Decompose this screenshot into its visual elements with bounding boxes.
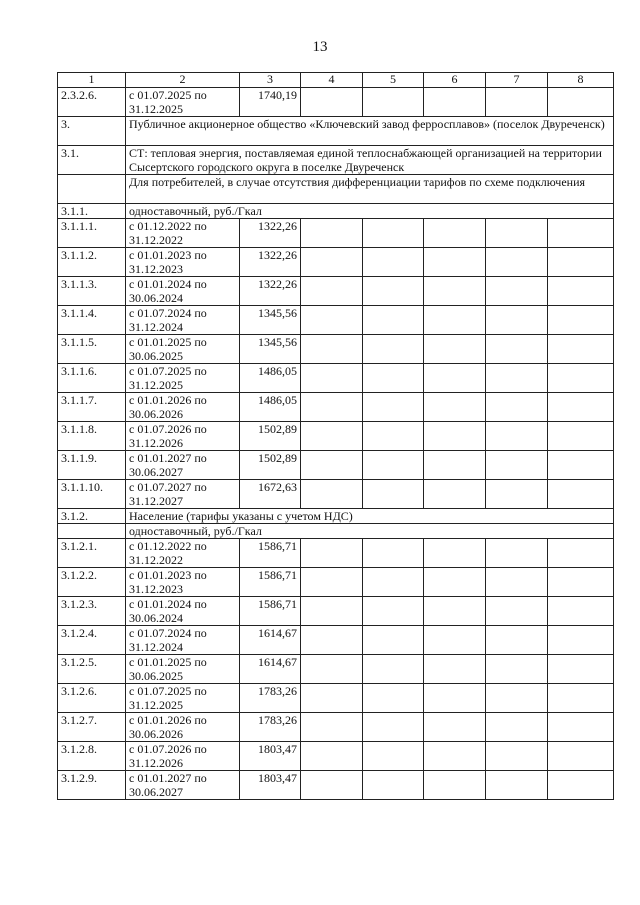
- row-code: 3.1.1.7.: [58, 393, 126, 422]
- row-code: 3.1.2.7.: [58, 713, 126, 742]
- row-tariff-value: 1740,19: [240, 88, 301, 117]
- row-tariff-value: 1614,67: [240, 626, 301, 655]
- row-period: с 01.01.2024 по 30.06.2024: [126, 277, 240, 306]
- row-period: с 01.07.2024 по 31.12.2024: [126, 306, 240, 335]
- table-section-row: [58, 117, 614, 146]
- table-row: [58, 742, 614, 771]
- row-period: с 01.07.2024 по 31.12.2024: [126, 626, 240, 655]
- empty-cell: [424, 480, 486, 509]
- table-section-row: [58, 146, 614, 175]
- empty-cell: [548, 451, 614, 480]
- row-period: с 01.12.2022 по 31.12.2022: [126, 219, 240, 248]
- row-code: 3.: [58, 117, 126, 146]
- empty-cell: [363, 742, 424, 771]
- empty-cell: [486, 248, 548, 277]
- empty-cell: [548, 335, 614, 364]
- empty-cell: [424, 335, 486, 364]
- table-section-row: [58, 509, 614, 524]
- empty-cell: [424, 713, 486, 742]
- row-code: 3.1.1.3.: [58, 277, 126, 306]
- row-code: 3.1.2.2.: [58, 568, 126, 597]
- row-period: с 01.01.2024 по 30.06.2024: [126, 597, 240, 626]
- row-period: с 01.07.2025 по 31.12.2025: [126, 88, 240, 117]
- row-code: 3.1.1.10.: [58, 480, 126, 509]
- row-tariff-value: 1783,26: [240, 684, 301, 713]
- table-row: [58, 277, 614, 306]
- empty-cell: [363, 597, 424, 626]
- row-period: с 01.01.2026 по 30.06.2026: [126, 393, 240, 422]
- table-section-row: [58, 175, 614, 204]
- row-code: 3.1.1.2.: [58, 248, 126, 277]
- row-tariff-value: 1672,63: [240, 480, 301, 509]
- row-code: 3.1.1.9.: [58, 451, 126, 480]
- row-tariff-value: 1803,47: [240, 771, 301, 800]
- row-code: 3.1.: [58, 146, 126, 175]
- empty-cell: [363, 626, 424, 655]
- empty-cell: [548, 684, 614, 713]
- row-tariff-value: 1322,26: [240, 219, 301, 248]
- empty-cell: [486, 277, 548, 306]
- row-code: 3.1.1.1.: [58, 219, 126, 248]
- empty-cell: [301, 771, 363, 800]
- row-tariff-value: 1586,71: [240, 568, 301, 597]
- row-period: с 01.07.2027 по 31.12.2027: [126, 480, 240, 509]
- row-period: с 01.07.2025 по 31.12.2025: [126, 364, 240, 393]
- empty-cell: [363, 655, 424, 684]
- empty-cell: [548, 771, 614, 800]
- empty-cell: [363, 306, 424, 335]
- empty-cell: [301, 597, 363, 626]
- empty-cell: [548, 88, 614, 117]
- empty-cell: [548, 306, 614, 335]
- row-period: с 01.07.2025 по 31.12.2025: [126, 684, 240, 713]
- empty-cell: [424, 597, 486, 626]
- empty-cell: [363, 88, 424, 117]
- empty-cell: [424, 219, 486, 248]
- row-code: 3.1.2.8.: [58, 742, 126, 771]
- row-period: с 01.01.2027 по 30.06.2027: [126, 451, 240, 480]
- table-row: [58, 626, 614, 655]
- empty-cell: [486, 568, 548, 597]
- empty-cell: [548, 364, 614, 393]
- empty-cell: [548, 742, 614, 771]
- row-tariff-value: 1803,47: [240, 742, 301, 771]
- empty-cell: [486, 771, 548, 800]
- empty-cell: [548, 713, 614, 742]
- row-period: с 01.07.2026 по 31.12.2026: [126, 422, 240, 451]
- empty-cell: [486, 539, 548, 568]
- table-row: [58, 364, 614, 393]
- table-row: [58, 393, 614, 422]
- row-tariff-value: 1486,05: [240, 364, 301, 393]
- row-code: 3.1.1.5.: [58, 335, 126, 364]
- header-cell: 3: [240, 73, 301, 88]
- empty-cell: [486, 451, 548, 480]
- header-cell: 2: [126, 73, 240, 88]
- row-code: 3.1.1.6.: [58, 364, 126, 393]
- table-row: [58, 771, 614, 800]
- empty-cell: [363, 713, 424, 742]
- empty-cell: [486, 393, 548, 422]
- row-tariff-value: 1783,26: [240, 713, 301, 742]
- tariff-table-body: [58, 73, 614, 800]
- empty-cell: [363, 422, 424, 451]
- table-row: [58, 655, 614, 684]
- row-code: [58, 175, 126, 204]
- row-code: 3.1.2.: [58, 509, 126, 524]
- empty-cell: [486, 422, 548, 451]
- empty-cell: [486, 626, 548, 655]
- empty-cell: [424, 451, 486, 480]
- header-cell: 6: [424, 73, 486, 88]
- row-code: [58, 524, 126, 539]
- table-header-row: [58, 73, 614, 88]
- empty-cell: [486, 655, 548, 684]
- empty-cell: [424, 655, 486, 684]
- empty-cell: [363, 335, 424, 364]
- table-row: [58, 480, 614, 509]
- empty-cell: [363, 568, 424, 597]
- row-code: 3.1.1.: [58, 204, 126, 219]
- empty-cell: [363, 539, 424, 568]
- empty-cell: [486, 364, 548, 393]
- table-row: [58, 248, 614, 277]
- empty-cell: [486, 713, 548, 742]
- empty-cell: [363, 480, 424, 509]
- empty-cell: [301, 306, 363, 335]
- row-section-text: Публичное акционерное общество «Ключевский завод ферросплавов» (поселок Двуреченск): [126, 117, 614, 146]
- row-period: с 01.01.2025 по 30.06.2025: [126, 335, 240, 364]
- empty-cell: [424, 568, 486, 597]
- empty-cell: [486, 219, 548, 248]
- empty-cell: [548, 597, 614, 626]
- empty-cell: [486, 480, 548, 509]
- row-period: с 01.01.2023 по 31.12.2023: [126, 248, 240, 277]
- empty-cell: [548, 219, 614, 248]
- row-code: 3.1.2.6.: [58, 684, 126, 713]
- row-tariff-value: 1586,71: [240, 597, 301, 626]
- empty-cell: [301, 393, 363, 422]
- row-period: с 01.01.2025 по 30.06.2025: [126, 655, 240, 684]
- row-period: с 01.07.2026 по 31.12.2026: [126, 742, 240, 771]
- table-row: [58, 422, 614, 451]
- empty-cell: [301, 88, 363, 117]
- row-section-text: Население (тарифы указаны с учетом НДС): [126, 509, 614, 524]
- empty-cell: [548, 393, 614, 422]
- row-code: 3.1.2.1.: [58, 539, 126, 568]
- empty-cell: [301, 742, 363, 771]
- header-cell: 7: [486, 73, 548, 88]
- empty-cell: [548, 626, 614, 655]
- empty-cell: [301, 335, 363, 364]
- row-tariff-value: 1502,89: [240, 451, 301, 480]
- row-section-text: Для потребителей, в случае отсутствия дифференциации тарифов по схеме подключения: [126, 175, 614, 204]
- row-code: 3.1.2.3.: [58, 597, 126, 626]
- empty-cell: [424, 626, 486, 655]
- row-tariff-value: 1614,67: [240, 655, 301, 684]
- table-row: [58, 713, 614, 742]
- header-cell: 4: [301, 73, 363, 88]
- row-code: 3.1.2.5.: [58, 655, 126, 684]
- empty-cell: [363, 684, 424, 713]
- empty-cell: [424, 88, 486, 117]
- table-row: [58, 597, 614, 626]
- row-period: с 01.01.2027 по 30.06.2027: [126, 771, 240, 800]
- table-row: [58, 684, 614, 713]
- empty-cell: [486, 306, 548, 335]
- page-number: 13: [312, 39, 328, 55]
- empty-cell: [301, 713, 363, 742]
- empty-cell: [363, 248, 424, 277]
- row-code: 3.1.2.4.: [58, 626, 126, 655]
- row-tariff-value: 1586,71: [240, 539, 301, 568]
- empty-cell: [424, 277, 486, 306]
- empty-cell: [548, 480, 614, 509]
- header-cell: 8: [548, 73, 614, 88]
- row-tariff-value: 1322,26: [240, 248, 301, 277]
- table-row: [58, 568, 614, 597]
- empty-cell: [363, 451, 424, 480]
- empty-cell: [424, 393, 486, 422]
- empty-cell: [363, 219, 424, 248]
- empty-cell: [363, 277, 424, 306]
- row-period: с 01.12.2022 по 31.12.2022: [126, 539, 240, 568]
- row-section-text: одноставочный, руб./Гкал: [126, 204, 614, 219]
- row-tariff-value: 1322,26: [240, 277, 301, 306]
- empty-cell: [424, 771, 486, 800]
- empty-cell: [424, 684, 486, 713]
- empty-cell: [301, 277, 363, 306]
- header-cell: 5: [363, 73, 424, 88]
- row-tariff-value: 1502,89: [240, 422, 301, 451]
- empty-cell: [486, 335, 548, 364]
- empty-cell: [301, 364, 363, 393]
- empty-cell: [301, 655, 363, 684]
- empty-cell: [486, 742, 548, 771]
- header-cell: 1: [58, 73, 126, 88]
- empty-cell: [301, 219, 363, 248]
- empty-cell: [301, 451, 363, 480]
- table-row: [58, 539, 614, 568]
- empty-cell: [363, 364, 424, 393]
- row-section-text: СТ: тепловая энергия, поставляемая единой теплоснабжающей организацией на территории Сысертского городского округа в поселке Двуреченск: [126, 146, 614, 175]
- row-section-text: одноставочный, руб./Гкал: [126, 524, 614, 539]
- row-tariff-value: 1345,56: [240, 335, 301, 364]
- empty-cell: [424, 422, 486, 451]
- empty-cell: [301, 422, 363, 451]
- empty-cell: [424, 306, 486, 335]
- row-tariff-value: 1345,56: [240, 306, 301, 335]
- table-section-row: [58, 524, 614, 539]
- empty-cell: [301, 684, 363, 713]
- table-row: [58, 451, 614, 480]
- empty-cell: [301, 626, 363, 655]
- empty-cell: [363, 771, 424, 800]
- empty-cell: [301, 248, 363, 277]
- empty-cell: [424, 364, 486, 393]
- empty-cell: [486, 88, 548, 117]
- empty-cell: [424, 248, 486, 277]
- empty-cell: [301, 539, 363, 568]
- row-tariff-value: 1486,05: [240, 393, 301, 422]
- empty-cell: [486, 597, 548, 626]
- empty-cell: [548, 422, 614, 451]
- row-code: 3.1.1.8.: [58, 422, 126, 451]
- row-period: с 01.01.2023 по 31.12.2023: [126, 568, 240, 597]
- empty-cell: [548, 655, 614, 684]
- empty-cell: [363, 393, 424, 422]
- empty-cell: [424, 539, 486, 568]
- row-code: 3.1.2.9.: [58, 771, 126, 800]
- empty-cell: [424, 742, 486, 771]
- tariff-table: [57, 72, 614, 800]
- empty-cell: [301, 480, 363, 509]
- table-row: [58, 306, 614, 335]
- row-code: 2.3.2.6.: [58, 88, 126, 117]
- empty-cell: [548, 539, 614, 568]
- empty-cell: [486, 684, 548, 713]
- table-row: [58, 219, 614, 248]
- empty-cell: [548, 277, 614, 306]
- table-section-row: [58, 204, 614, 219]
- empty-cell: [548, 568, 614, 597]
- empty-cell: [548, 248, 614, 277]
- table-row: [58, 88, 614, 117]
- row-period: с 01.01.2026 по 30.06.2026: [126, 713, 240, 742]
- row-code: 3.1.1.4.: [58, 306, 126, 335]
- empty-cell: [301, 568, 363, 597]
- table-row: [58, 335, 614, 364]
